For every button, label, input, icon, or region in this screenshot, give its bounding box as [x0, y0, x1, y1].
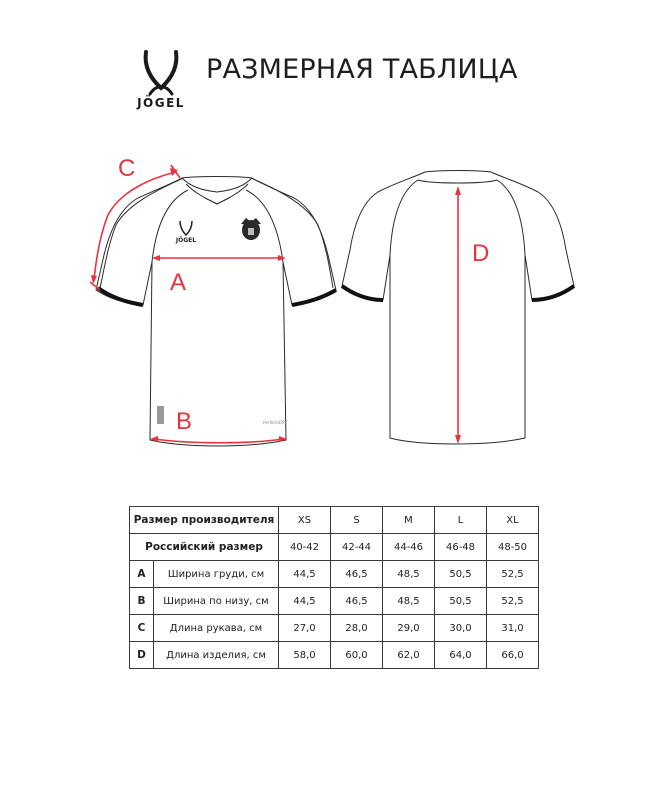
value-cell: 58,0 [279, 642, 331, 669]
tshirt-outlines [0, 140, 665, 470]
ru-size-cell: 42-44 [331, 534, 383, 561]
size-xl: XL [487, 507, 539, 534]
size-s: S [331, 507, 383, 534]
brand-name: JÖGEL [137, 96, 185, 110]
value-cell: 46,5 [331, 561, 383, 588]
value-cell: 50,5 [435, 588, 487, 615]
size-l: L [435, 507, 487, 534]
size-xs: XS [279, 507, 331, 534]
row-label: Ширина по низу, см [154, 588, 279, 615]
jogel-logo-icon [128, 48, 194, 96]
ru-size-cell: 44-46 [383, 534, 435, 561]
header-manufacturer-size: Размер производителя [130, 507, 279, 534]
brand-logo [128, 48, 194, 114]
ru-size-cell: 48-50 [487, 534, 539, 561]
value-cell: 30,0 [435, 615, 487, 642]
marker-a: A [170, 269, 187, 296]
value-cell: 62,0 [383, 642, 435, 669]
marker-d: D [472, 240, 490, 267]
chest-logo-text: JÖGEL [175, 237, 197, 244]
row-label: Ширина груди, см [154, 561, 279, 588]
table-row [130, 588, 539, 615]
value-cell: 66,0 [487, 642, 539, 669]
row-letter: B [130, 588, 154, 615]
value-cell: 31,0 [487, 615, 539, 642]
value-cell: 52,5 [487, 588, 539, 615]
table-row [130, 561, 539, 588]
value-cell: 27,0 [279, 615, 331, 642]
page-title: РАЗМЕРНАЯ ТАБЛИЦА [206, 54, 518, 85]
value-cell: 48,5 [383, 588, 435, 615]
row-letter: A [130, 561, 154, 588]
value-cell: 46,5 [331, 588, 383, 615]
row-label: Длина изделия, см [154, 642, 279, 669]
value-cell: 60,0 [331, 642, 383, 669]
header-russian-size: Российский размер [130, 534, 279, 561]
value-cell: 29,0 [383, 615, 435, 642]
garment-diagram [0, 140, 665, 470]
value-cell: 50,5 [435, 561, 487, 588]
ru-size-cell: 40-42 [279, 534, 331, 561]
value-cell: 52,5 [487, 561, 539, 588]
size-m: M [383, 507, 435, 534]
value-cell: 44,5 [279, 588, 331, 615]
front-shirt [96, 177, 336, 447]
value-cell: 44,5 [279, 561, 331, 588]
size-table [129, 506, 539, 669]
performdry-text: PerformDRY [263, 420, 288, 425]
table-row-manufacturer-size [130, 507, 539, 534]
row-letter: D [130, 642, 154, 669]
table-row [130, 642, 539, 669]
marker-c: C [118, 155, 136, 182]
ru-size-cell: 46-48 [435, 534, 487, 561]
marker-b: B [176, 408, 193, 435]
value-cell: 48,5 [383, 561, 435, 588]
table-row [130, 615, 539, 642]
table-row-russian-size [130, 534, 539, 561]
row-label: Длина рукава, см [154, 615, 279, 642]
row-letter: C [130, 615, 154, 642]
value-cell: 28,0 [331, 615, 383, 642]
value-cell: 64,0 [435, 642, 487, 669]
size-label-tag-icon [157, 406, 164, 424]
